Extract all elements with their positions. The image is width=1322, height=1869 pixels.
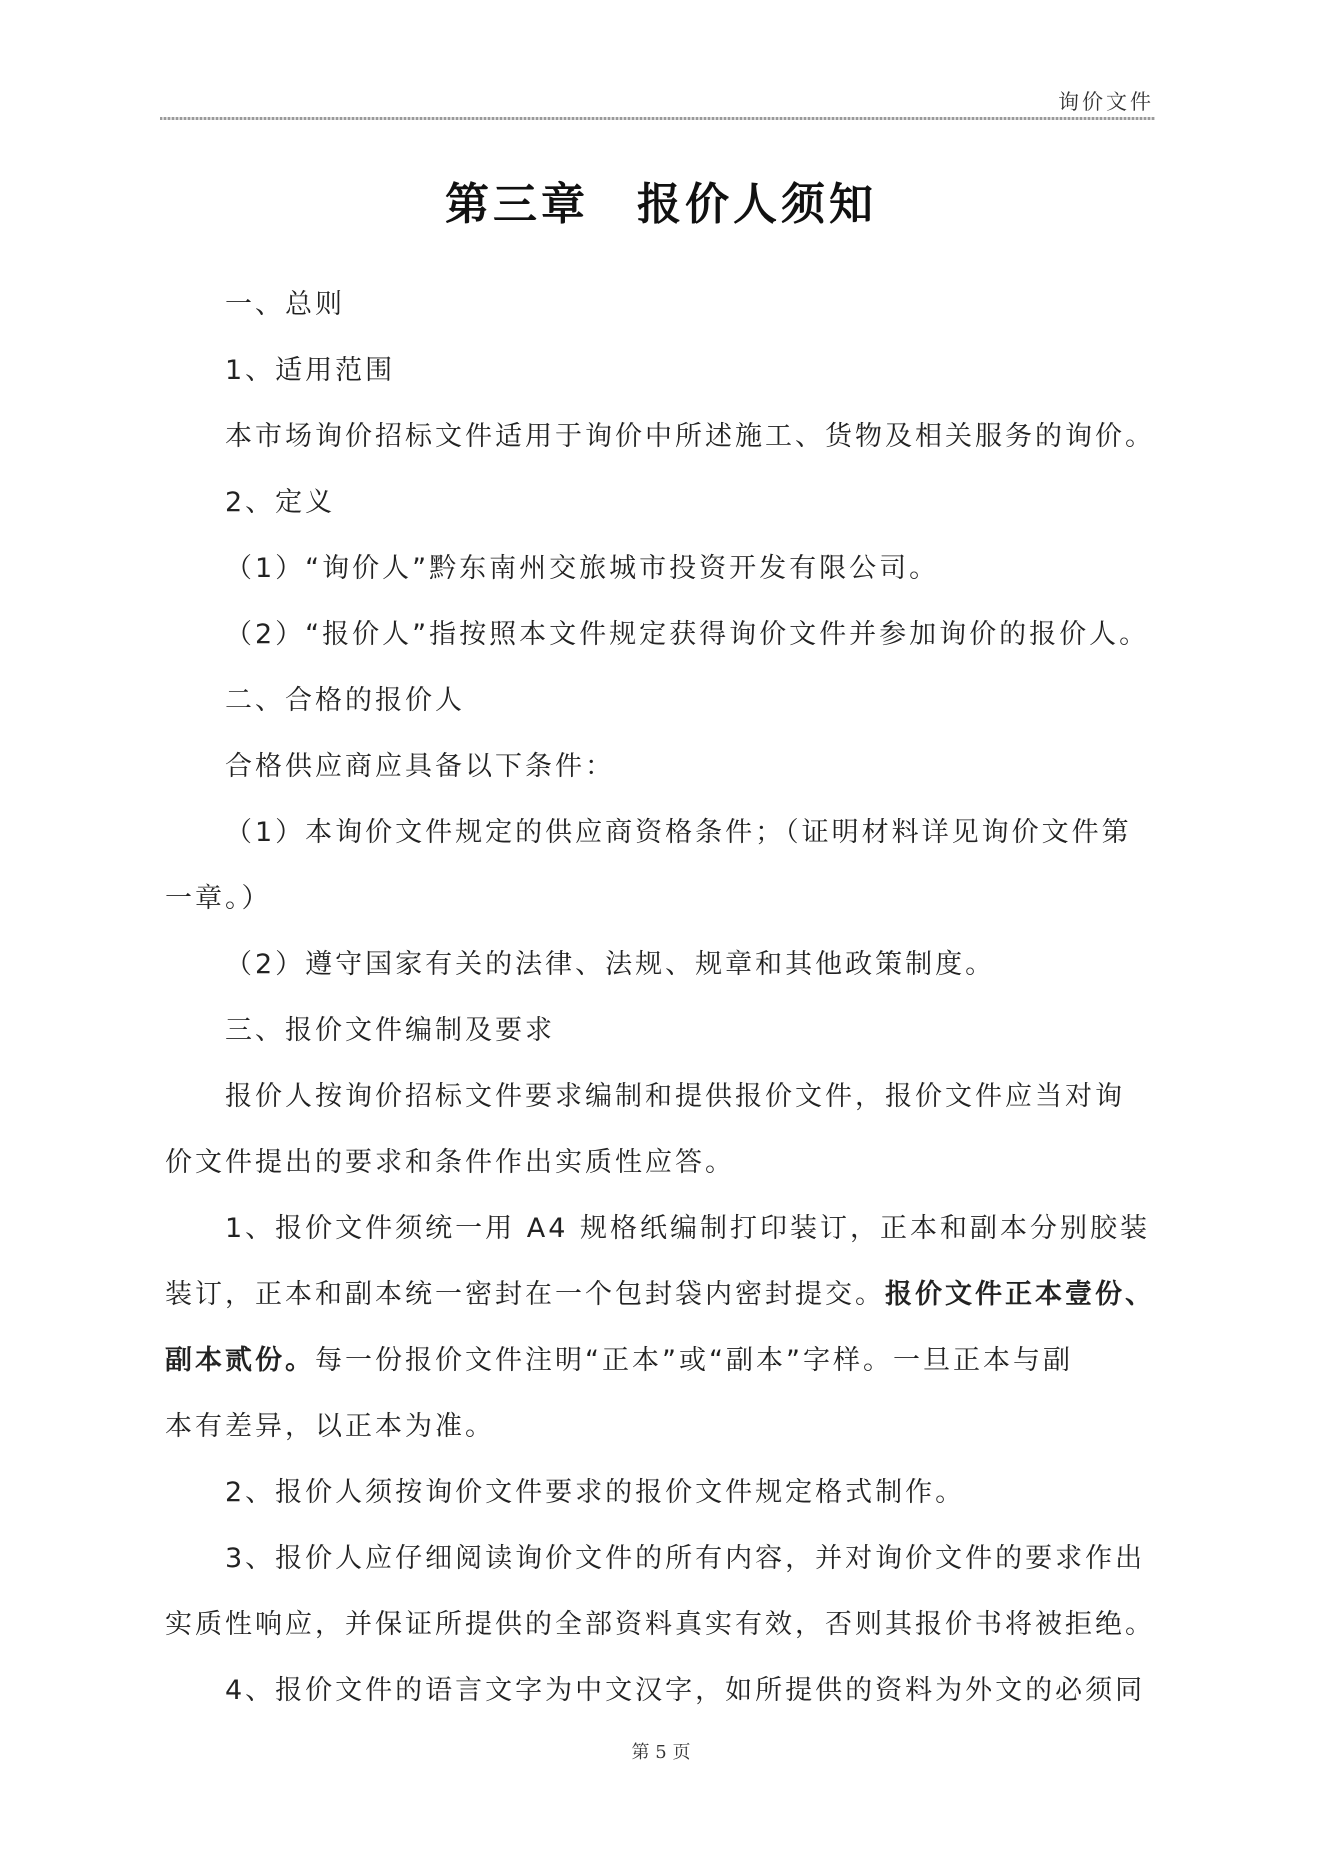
requirement-item-continued: [165, 1262, 1155, 1328]
requirement-item-continued: [165, 1328, 1155, 1394]
subsection-heading: 1、适用范围: [225, 355, 396, 386]
requirement-text: 每一份报价文件注明“正本”或“副本”字样。一旦正本与副: [315, 1345, 1073, 1376]
paragraph: 报价人按询价招标文件要求编制和提供报价文件，报价文件应当对询: [225, 1081, 1125, 1112]
definition-item: （1）“询价人”黔东南州交旅城市投资开发有限公司。: [225, 553, 940, 584]
condition-item: （1）本询价文件规定的供应商资格条件；（证明材料详见询价文件第: [225, 817, 1132, 848]
requirement-item: 4、报价文件的语言文字为中文汉字，如所提供的资料为外文的必须同: [225, 1675, 1146, 1706]
paragraph: 本市场询价招标文件适用于询价中所述施工、货物及相关服务的询价。: [225, 421, 1155, 452]
body-text: [165, 272, 1155, 1724]
requirement-item: 2、报价人须按询价文件要求的报价文件规定格式制作。: [225, 1477, 966, 1508]
header-label: 询价文件: [1058, 90, 1154, 114]
subsection-heading: 2、定义: [225, 487, 336, 518]
requirement-item-continued: 实质性响应，并保证所提供的全部资料真实有效，否则其报价书将被拒绝。: [165, 1609, 1155, 1640]
requirement-item: 3、报价人应仔细阅读询价文件的所有内容，并对询价文件的要求作出: [225, 1543, 1146, 1574]
paragraph-continued: 价文件提出的要求和条件作出实质性应答。: [165, 1147, 735, 1178]
bold-requirement-text: 报价文件正本壹份、: [885, 1279, 1155, 1310]
requirement-text: 装订，正本和副本统一密封在一个包封袋内密封提交。: [165, 1279, 885, 1310]
bold-requirement-text: 副本贰份。: [165, 1345, 315, 1376]
section-heading: 二、合格的报价人: [225, 685, 465, 716]
section-heading: 三、报价文件编制及要求: [225, 1015, 555, 1046]
paragraph: 合格供应商应具备以下条件：: [225, 751, 615, 782]
requirement-item-continued: 本有差异，以正本为准。: [165, 1411, 495, 1442]
definition-item: （2）“报价人”指按照本文件规定获得询价文件并参加询价的报价人。: [225, 619, 1150, 650]
condition-item: （2）遵守国家有关的法律、法规、规章和其他政策制度。: [225, 949, 996, 980]
chapter-title: 第三章 报价人须知: [445, 179, 877, 230]
condition-item-continued: 一章。）: [165, 883, 272, 914]
section-heading: 一、总则: [225, 289, 345, 320]
requirement-item: 1、报价文件须统一用 A4 规格纸编制打印装订，正本和副本分别胶装: [225, 1213, 1150, 1244]
header-rule: [160, 117, 1155, 120]
page-number: 第 5 页: [631, 1742, 691, 1763]
